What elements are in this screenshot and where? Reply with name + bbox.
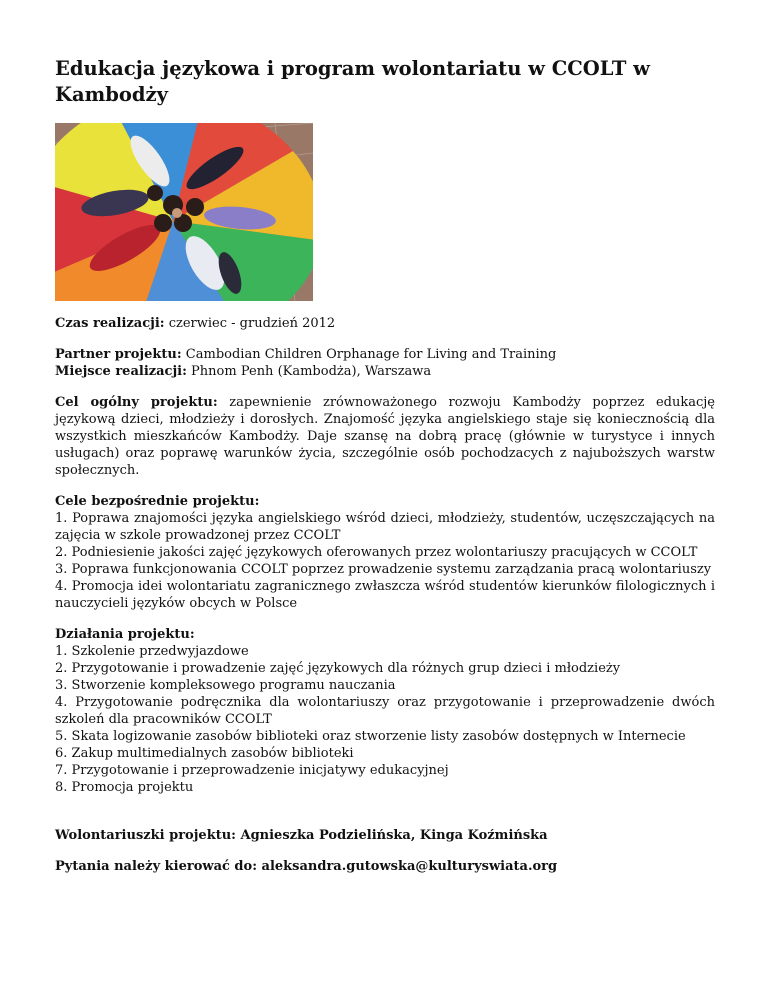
list-item: 4. Przygotowanie podręcznika dla wolontariuszy oraz przygotowanie i przeprowadzenie dwóch szkoleń dla pracowników CCOLT	[55, 695, 715, 727]
cel-label: Cel ogólny projektu:	[55, 395, 218, 410]
partner-label: Partner projektu:	[55, 347, 182, 362]
list-item: 1. Szkolenie przedwyjazdowe	[55, 644, 249, 659]
cel-value: zapewnienie zrównoważonego rozwoju Kambodży poprzez edukację językową dzieci, młodzieży i dorosłych. Znajomość języka angielskiego staje się koniecznością dla wszystkich mieszkańców Kambodży. Daje szansę na dobrą pracę (głównie w turystyce i innych usługach) oraz poprawę warunków życia, szczególnie osób pochodzacych z najuboższych warstw społecznych.	[55, 395, 715, 478]
contact-line: Pytania należy kierować do: aleksandra.gutowska@kulturyswiata.org	[55, 859, 558, 874]
list-item: 3. Poprawa funkcjonowania CCOLT poprzez prowadzenie systemu zarządzania pracą wolontariuszy	[55, 562, 712, 577]
miejsce-label: Miejsce realizacji:	[55, 364, 187, 379]
list-item: 1. Poprawa znajomości języka angielskiego wśród dzieci, młodzieży, studentów, uczęszczających na zajęcia w szkole prowadzonej przez CCOLT	[55, 511, 715, 543]
list-item: 6. Zakup multimedialnych zasobów biblioteki	[55, 746, 354, 761]
page-title: Edukacja językowa i program wolontariatu w CCOLT w Kambodży	[55, 57, 650, 106]
partner-and-location	[55, 346, 715, 380]
czas-label: Czas realizacji:	[55, 316, 165, 331]
document-page	[55, 0, 715, 875]
list-item: 7. Przygotowanie i przeprowadzenie inicjatywy edukacyjnej	[55, 763, 449, 778]
list-item: 4. Promocja idei wolontariatu zagranicznego zwłaszcza wśród studentów kierunków filologicznych i nauczycieli języków obcych w Polsce	[55, 579, 715, 611]
list-item: 8. Promocja projektu	[55, 780, 194, 795]
cele-bezposrednie	[55, 493, 715, 612]
cele-label: Cele bezpośrednie projektu:	[55, 494, 260, 509]
dzialania-projektu	[55, 626, 715, 796]
volunteers-line: Wolontariuszki projektu: Agnieszka Podzielińska, Kinga Koźmińska	[55, 828, 548, 843]
list-item: 3. Stworzenie kompleksowego programu nauczania	[55, 678, 396, 693]
list-item: 2. Podniesienie jakości zajęć językowych oferowanych przez wolontariuszy pracujących w CCOLT	[55, 545, 698, 560]
czas-realizacji	[55, 315, 715, 332]
list-item: 2. Przygotowanie i prowadzenie zajęć językowych dla różnych grup dzieci i młodzieży	[55, 661, 621, 676]
dzialania-label: Działania projektu:	[55, 627, 195, 642]
group-of-children-lying-on-parachute-photo	[55, 123, 313, 301]
czas-value: czerwiec - grudzień 2012	[164, 316, 336, 331]
miejsce-value: Phnom Penh (Kambodża), Warszawa	[186, 364, 432, 379]
partner-value: Cambodian Children Orphanage for Living and Training	[181, 347, 557, 362]
list-item: 5. Skata logizowanie zasobów biblioteki oraz stworzenie listy zasobów dostępnych w Internecie	[55, 729, 686, 744]
contact	[55, 858, 715, 875]
volunteers	[55, 827, 715, 844]
cel-ogolny	[55, 394, 715, 479]
